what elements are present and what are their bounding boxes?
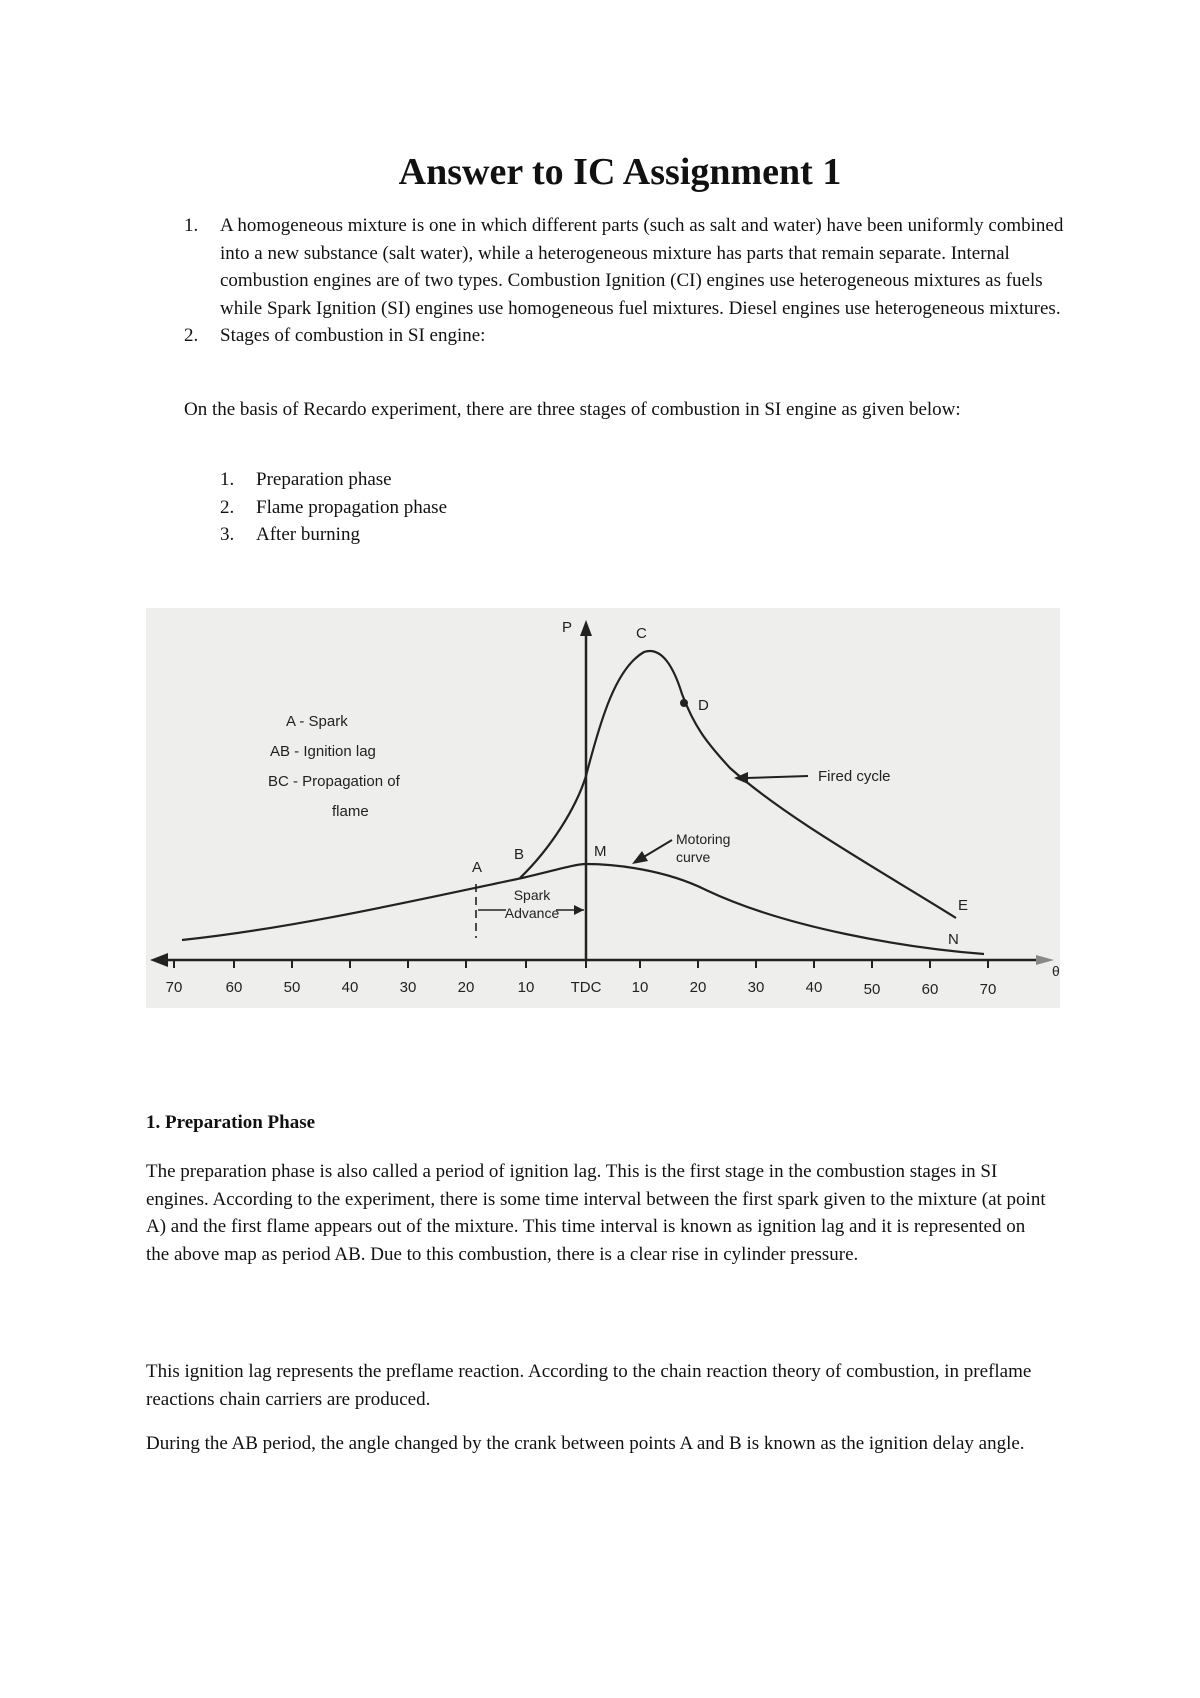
motoring-curve [182,864,984,954]
x-tick-label: 30 [747,979,765,996]
section-paragraph: The preparation phase is also called a period of ignition lag. This is the first stage in the combustion stages in SI engines. According to the experiment, there is some time interval between the first spark given to the mixture (at point A) and the first flame appears out of the mixture. This time interval is known as ignition lag and it is represented on the above map as period AB. Due to this combustion, there is a clear rise in cylinder pressure. [146,1161,1046,1265]
list-item-text: A homogeneous mixture is one in which different parts (such as salt and water) have been uniformly combined into a new substance (salt water), while a heterogeneous mixture has parts that remain separate. Internal combustion engines are of two types. Combustion Ignition (CI) engines use heterogeneous mixtures as fuels while Spark Ignition (SI) engines use homogeneous fuel mixtures. Diesel engines use heterogeneous mixtures. [220,215,1064,319]
x-axis-left-arrow [150,953,168,967]
section-paragraph: This ignition lag represents the preflame reaction. According to the chain reaction theory of combustion, in preflame reactions chain carriers are produced. [146,1361,1032,1410]
x-tick-label: 60 [921,981,939,998]
list-number: 1. [184,215,199,236]
y-axis-label: P [562,619,573,636]
x-axis-end-label: θ [1052,963,1060,979]
spark-label-line2: Advance [504,905,560,921]
point-n-label: N [948,931,959,948]
point-e-label: E [958,897,969,914]
x-tick-label: 70 [165,979,183,996]
fired-cycle-pointer [746,776,808,778]
point-d-marker [680,699,688,707]
list-number: 1. [220,469,235,490]
intro-paragraph: On the basis of Recardo experiment, there are three stages of combustion in SI engine as given below: [184,399,961,420]
list-number: 2. [184,325,199,346]
section-paragraph: During the AB period, the angle changed by the crank between points A and B is known as the ignition delay angle. [146,1433,1025,1454]
x-tick-label: 50 [283,979,301,996]
x-tick-label: 20 [457,979,475,996]
page-title: Answer to IC Assignment 1 [398,151,842,193]
motoring-label-line2: curve [676,849,711,865]
motoring-label-line1: Motoring [676,831,731,847]
x-tick-label: 10 [517,979,535,996]
list-number: 2. [220,496,235,518]
list-item [184,212,1074,322]
answer-list [184,212,1074,350]
list-item [220,494,447,522]
section-heading: 1. Preparation Phase [146,1112,316,1133]
x-tick-label: 40 [805,979,823,996]
point-b-label: B [514,846,525,863]
spark-label-line1: Spark [513,887,551,903]
motoring-arrowhead [632,851,648,864]
x-tick-label: TDC [570,979,602,996]
x-tick-label: 30 [399,979,417,996]
list-item-text: Preparation phase [256,469,392,490]
legend-line: AB - Ignition lag [270,743,376,760]
list-item-text: Stages of combustion in SI engine: [220,325,486,346]
motoring-pointer [642,840,672,858]
stages-list [220,466,447,549]
fired-cycle-label: Fired cycle [818,768,891,785]
list-item [220,521,447,549]
x-tick-label: 60 [225,979,243,996]
combustion-diagram [146,608,1060,1008]
diagram-legend [268,713,401,820]
list-number: 3. [220,524,235,545]
x-tick-label: 70 [979,981,997,998]
pressure-crank-angle-chart [146,608,1060,1008]
x-tick-label: 50 [863,981,881,998]
legend-line: A - Spark [286,713,348,730]
list-item [184,322,1074,350]
x-tick-label: 10 [631,979,649,996]
list-item [220,466,447,494]
point-a-label: A [472,859,483,876]
spark-advance-arrowhead [574,905,584,915]
x-tick-label: 20 [689,979,707,996]
point-m-label: M [594,843,607,860]
y-axis-arrow [580,620,592,636]
point-c-label: C [636,625,647,642]
list-item-text: Flame propagation phase [256,496,448,518]
legend-line: flame [332,803,369,820]
legend-line: BC - Propagation of [268,773,400,790]
x-tick-labels [166,979,997,998]
list-item-text: After burning [256,524,360,545]
x-tick-label: 40 [341,979,359,996]
point-d-label: D [698,697,709,714]
